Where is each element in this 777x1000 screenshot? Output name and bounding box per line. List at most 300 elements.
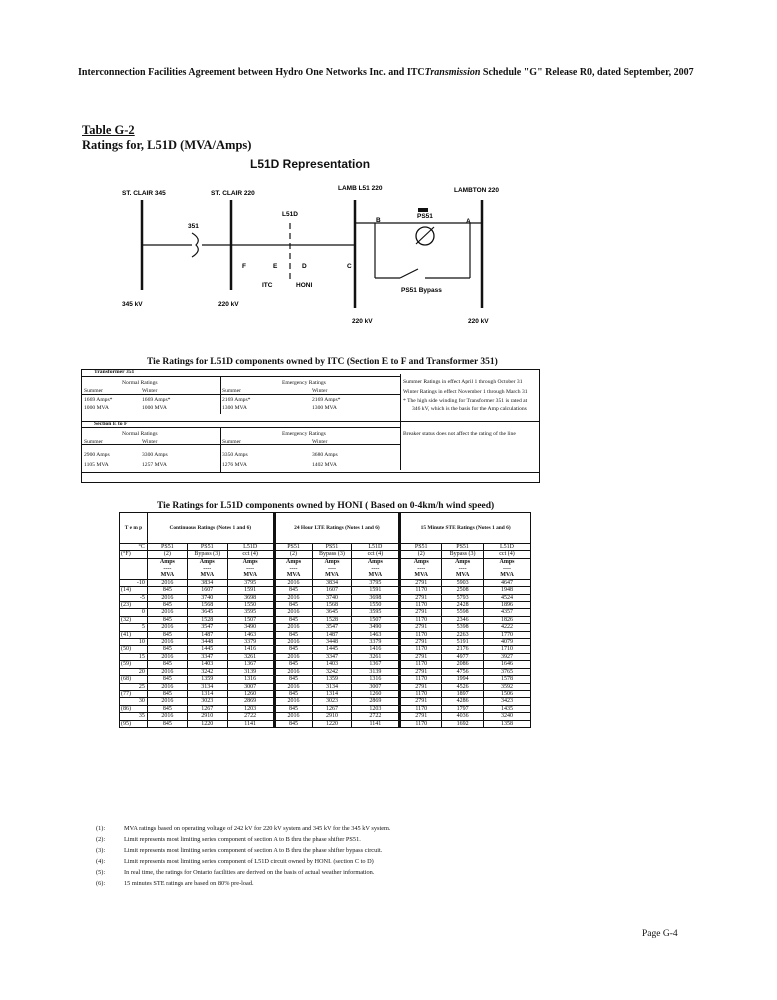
sub2-3: (2) (274, 551, 312, 558)
sec-n-summer-amps: 2900 Amps (84, 452, 110, 458)
mva-cell: 1578 (484, 676, 531, 683)
amps-cell: 2016 (274, 594, 312, 601)
tr-normal: Normal Ratings (122, 380, 158, 386)
amps-cell: 4222 (484, 624, 531, 631)
mva-cell: 845 (274, 720, 312, 727)
table-row (120, 587, 531, 594)
temp-c: -5 (120, 594, 148, 601)
header-text: Interconnection Facilities Agreement between Hydro One Networks Inc. and ITC (78, 67, 425, 78)
amps-cell: 2791 (400, 579, 442, 586)
mva-cell: 1359 (312, 676, 352, 683)
header-tail: Schedule "G" Release R0, dated September, 2007 (480, 67, 694, 78)
mva-cell: 845 (147, 705, 187, 712)
table-row (120, 661, 531, 668)
footnote-text: In real time, the ratings for Ontario facilities are derived on the basis of actual weather information. (124, 868, 375, 876)
mva-cell: 1141 (227, 720, 274, 727)
label-ps51: PS51 (417, 213, 433, 220)
temp-f: (14) (120, 587, 148, 594)
tr-e-summer-mva: 1300 MVA (222, 405, 247, 411)
unit-mva: MVA (414, 572, 428, 579)
honi-table-body (120, 513, 531, 728)
mva-cell: 1568 (187, 602, 227, 609)
temp-f: (86) (120, 705, 148, 712)
mva-cell: 1528 (187, 616, 227, 623)
amps-cell: 2016 (147, 579, 187, 586)
footnote-number: (2): (96, 835, 106, 843)
amps-cell: 3698 (352, 594, 400, 601)
amps-cell: 3240 (484, 713, 531, 720)
sec-n-winter: Winter (142, 439, 158, 445)
amps-cell: 2722 (352, 713, 400, 720)
tr-n-winter-amps: 1669 Amps* (142, 397, 171, 403)
mva-cell: 845 (147, 602, 187, 609)
unit-cell (400, 558, 442, 579)
table-row (120, 690, 531, 697)
sec-n-summer-mva: 1105 MVA (84, 462, 109, 468)
table-row (120, 646, 531, 653)
table-row (120, 602, 531, 609)
mva-cell: 1170 (400, 690, 442, 697)
amps-cell: 2869 (352, 698, 400, 705)
group-continuous: Continuous Ratings (Notes 1 and 6) (147, 513, 274, 544)
sub2-8: cct (4) (484, 551, 531, 558)
sub1-4: PS51 (312, 544, 352, 551)
label-220kv-st-clair: 220 kV (218, 301, 239, 308)
amps-cell: 3834 (187, 579, 227, 586)
units-spacer (120, 558, 148, 579)
amps-cell: 3698 (227, 594, 274, 601)
sub1-5: L51D (352, 544, 400, 551)
amps-cell: 2910 (187, 713, 227, 720)
mva-cell: 1367 (227, 661, 274, 668)
bypass-switch (400, 269, 418, 278)
label-220kv-lamb: 220 kV (352, 318, 373, 325)
temp-f: (95) (120, 720, 148, 727)
mva-cell: 1403 (312, 661, 352, 668)
mva-cell: 845 (147, 676, 187, 683)
sec-e-winter-mva: 1402 MVA (312, 462, 337, 468)
amps-cell: 3379 (352, 639, 400, 646)
amps-cell: 2016 (274, 609, 312, 616)
mva-cell: 1416 (227, 646, 274, 653)
unit-dash: ---- (458, 565, 467, 572)
unit-cell (484, 558, 531, 579)
amps-cell: 3795 (352, 579, 400, 586)
amps-cell: 3490 (227, 624, 274, 631)
table-title (82, 123, 251, 153)
amps-cell: 4524 (484, 594, 531, 601)
mva-cell: 845 (147, 646, 187, 653)
footnote-number: (4): (96, 857, 106, 865)
sec-n-winter-amps: 3300 Amps (142, 452, 168, 458)
footnote-text: MVA ratings based on operating voltage of 242 kV for 220 kV system and 345 kV for the 345 kV system. (124, 825, 391, 832)
tr-e-winter-mva: 1300 MVA (312, 405, 337, 411)
amps-cell: 3134 (187, 683, 227, 690)
mva-cell: 1260 (227, 690, 274, 697)
sub2-2: cct (4) (227, 551, 274, 558)
unit-mva: MVA (325, 572, 339, 579)
amps-cell: 3139 (227, 668, 274, 675)
tr-e-summer: Summer (222, 388, 241, 394)
amps-cell: 2016 (274, 653, 312, 660)
sub2-1: Bypass (3) (187, 551, 227, 558)
unit-dash: ---- (203, 565, 212, 572)
sec-n-summer: Summer (84, 439, 103, 445)
table-row (120, 624, 531, 631)
transformer-title: Transformer 351 (94, 369, 135, 375)
table-row (120, 609, 531, 616)
table-row (120, 713, 531, 720)
mva-cell: 845 (147, 616, 187, 623)
footnote (96, 879, 391, 890)
sub1-1: PS51 (187, 544, 227, 551)
unit-amps: Amps (367, 559, 383, 566)
sub2-0: (2) (147, 551, 187, 558)
mva-cell: 845 (274, 705, 312, 712)
amps-cell: 3927 (484, 653, 531, 660)
label-l51d: L51D (282, 211, 298, 218)
ps51-marker (418, 208, 428, 212)
amps-cell: 2722 (227, 713, 274, 720)
amps-cell: 2791 (400, 609, 442, 616)
mva-cell: 1367 (352, 661, 400, 668)
amps-cell: 2791 (400, 624, 442, 631)
mva-cell: 1568 (312, 602, 352, 609)
amps-cell: 3740 (187, 594, 227, 601)
amps-cell: 2016 (147, 639, 187, 646)
mva-cell: 1359 (187, 676, 227, 683)
sub1-2: L51D (227, 544, 274, 551)
mva-cell: 845 (147, 631, 187, 638)
page-number: Page G-4 (642, 929, 678, 939)
amps-cell: 2869 (227, 698, 274, 705)
amps-cell: 4526 (442, 683, 484, 690)
amps-cell: 2791 (400, 639, 442, 646)
label-351: 351 (188, 223, 199, 230)
amps-cell: 3007 (227, 683, 274, 690)
mva-cell: 1646 (484, 661, 531, 668)
mva-cell: 1170 (400, 676, 442, 683)
table-row (120, 594, 531, 601)
amps-cell: 5398 (442, 624, 484, 631)
tr-e-summer-amps: 2169 Amps* (222, 397, 251, 403)
unit-mva: MVA (286, 572, 301, 579)
table-row (120, 698, 531, 705)
label-lamb-l51-220: LAMB L51 220 (338, 185, 383, 192)
mva-cell: 1170 (400, 631, 442, 638)
unit-amps: Amps (159, 559, 175, 566)
table-row (120, 653, 531, 660)
temp-header: T e m p (120, 513, 148, 544)
amps-cell: 4286 (442, 698, 484, 705)
amps-cell: 3595 (227, 609, 274, 616)
sub2-7: Bypass (3) (442, 551, 484, 558)
unit-cell (312, 558, 352, 579)
mva-cell: 1416 (352, 646, 400, 653)
amps-cell: 3023 (187, 698, 227, 705)
honi-table-caption: Tie Ratings for L51D components owned by HONI ( Based on 0-4km/h wind speed) (157, 501, 495, 511)
mva-cell: 1170 (400, 616, 442, 623)
sub1-0: PS51 (147, 544, 187, 551)
unit-amps: Amps (455, 559, 471, 566)
amps-cell: 4647 (484, 579, 531, 586)
sub2-4: Bypass (3) (312, 551, 352, 558)
mva-cell: 1710 (484, 646, 531, 653)
tr-n-summer-mva: 1000 MVA (84, 405, 109, 411)
unit-mva: MVA (455, 572, 470, 579)
header-italic: Transmission (424, 67, 481, 78)
amps-cell: 2016 (274, 713, 312, 720)
temp-f: (77) (120, 690, 148, 697)
amps-cell: 2910 (312, 713, 352, 720)
label-ps51-bypass: PS51 Bypass (401, 287, 442, 294)
amps-cell: 4079 (484, 639, 531, 646)
unit-mva: MVA (368, 572, 383, 579)
tr-e-winter-amps: 2169 Amps* (312, 397, 341, 403)
mva-cell: 845 (147, 690, 187, 697)
tr-e-winter: Winter (312, 388, 328, 394)
footnote-text: Limit represents most limiting series component of section A to B thru the phase shifter bypass circuit. (124, 846, 383, 854)
mva-cell: 845 (274, 616, 312, 623)
table-row (120, 639, 531, 646)
footnote-number: (3): (96, 846, 106, 854)
amps-cell: 5903 (442, 579, 484, 586)
amps-cell: 2791 (400, 683, 442, 690)
sec-e-summer-mva: 1276 MVA (222, 462, 247, 468)
amps-cell: 3547 (187, 624, 227, 631)
t351-winding (192, 233, 198, 257)
mva-cell: 1607 (187, 587, 227, 594)
mva-cell: 1316 (227, 676, 274, 683)
single-line-diagram (100, 178, 540, 328)
mva-cell: 1267 (312, 705, 352, 712)
unit-amps: Amps (324, 559, 340, 566)
mva-cell: 1487 (187, 631, 227, 638)
amps-cell: 2791 (400, 653, 442, 660)
mva-cell: 1994 (442, 676, 484, 683)
mva-cell: 1403 (187, 661, 227, 668)
amps-cell: 2791 (400, 668, 442, 675)
footnote-text: Limit represents most limiting series component of L51D circuit owned by HONI. (section C to D) (124, 857, 374, 865)
amps-cell: 3490 (352, 624, 400, 631)
mva-cell: 2176 (442, 646, 484, 653)
table-row (120, 720, 531, 727)
mva-cell: 845 (274, 602, 312, 609)
amps-cell: 3645 (312, 609, 352, 616)
amps-cell: 3547 (312, 624, 352, 631)
mva-cell: 1948 (484, 587, 531, 594)
temp-f: (68) (120, 676, 148, 683)
amps-cell: 2016 (274, 579, 312, 586)
mva-cell: 1445 (187, 646, 227, 653)
units-row (120, 558, 531, 579)
sec-normal: Normal Ratings (122, 431, 158, 437)
sub2-5: cct (4) (352, 551, 400, 558)
label-honi: HONI (296, 282, 313, 289)
mva-cell: 1463 (352, 631, 400, 638)
table-row (120, 579, 531, 586)
amps-cell: 2791 (400, 698, 442, 705)
amps-cell: 3592 (484, 683, 531, 690)
amps-cell: 3448 (187, 639, 227, 646)
mva-cell: 845 (147, 661, 187, 668)
mva-cell: 1591 (352, 587, 400, 594)
amps-cell: 4977 (442, 653, 484, 660)
unit-dash: ---- (327, 565, 336, 572)
temp-c: 25 (120, 683, 148, 690)
label-st-clair-220: ST. CLAIR 220 (211, 190, 255, 197)
table-row (120, 616, 531, 623)
group-lte: 24 Hour LTE Ratings (Notes 1 and 6) (274, 513, 400, 544)
mva-cell: 1267 (187, 705, 227, 712)
mva-cell: 845 (274, 646, 312, 653)
unit-amps: Amps (499, 559, 515, 566)
mva-cell: 1487 (312, 631, 352, 638)
mva-cell: 1316 (352, 676, 400, 683)
sec-e-winter-amps: 3680 Amps (312, 452, 338, 458)
footnote (96, 868, 391, 879)
unit-dash: ---- (503, 565, 512, 572)
footnote-text: 15 minutes STE ratings are based on 80% pre-load. (124, 879, 254, 887)
amps-cell: 3740 (312, 594, 352, 601)
unit-mva: MVA (500, 572, 514, 579)
label-d: D (302, 263, 307, 270)
unit-cell (442, 558, 484, 579)
tr-note3: * The high side winding for Transformer 351 is rated at (403, 398, 528, 404)
tr-emergency: Emergency Ratings (282, 380, 326, 386)
mva-cell: 2263 (442, 631, 484, 638)
sub1-7: PS51 (442, 544, 484, 551)
amps-cell: 3795 (227, 579, 274, 586)
itc-table-caption: Tie Ratings for L51D components owned by ITC (Section E to F and Transformer 351) (147, 357, 498, 367)
mva-cell: 2428 (442, 602, 484, 609)
unit-cell (274, 558, 312, 579)
amps-cell: 3595 (352, 609, 400, 616)
sec-emergency: Emergency Ratings (282, 431, 326, 437)
unit-mva: MVA (160, 572, 175, 579)
mva-cell: 845 (274, 661, 312, 668)
amps-cell: 3448 (312, 639, 352, 646)
amps-cell: 3134 (312, 683, 352, 690)
label-220kv-lambton: 220 kV (468, 318, 489, 325)
mva-cell: 1435 (484, 705, 531, 712)
mva-cell: 1550 (227, 602, 274, 609)
temp-f: (59) (120, 661, 148, 668)
amps-cell: 3645 (187, 609, 227, 616)
footnote (96, 857, 391, 868)
diagram-title: L51D Representation (250, 157, 371, 171)
mva-cell: 845 (274, 631, 312, 638)
mva-cell: 1170 (400, 720, 442, 727)
amps-cell: 2791 (400, 713, 442, 720)
mva-cell: 1220 (187, 720, 227, 727)
mva-cell: 1314 (312, 690, 352, 697)
amps-cell: 2016 (274, 639, 312, 646)
mva-cell: 2086 (442, 661, 484, 668)
section-title: Section E to F (94, 421, 128, 427)
label-a: A (466, 218, 471, 225)
label-f: F (242, 263, 246, 270)
unit-cell (352, 558, 400, 579)
amps-cell: 2791 (400, 594, 442, 601)
mva-cell: 845 (274, 587, 312, 594)
amps-cell: 2016 (274, 624, 312, 631)
table-row (120, 676, 531, 683)
mva-cell: 1507 (227, 616, 274, 623)
mva-cell: 1770 (484, 631, 531, 638)
footnote-number: (5): (96, 868, 106, 876)
tr-n-winter-mva: 1000 MVA (142, 405, 167, 411)
amps-cell: 2016 (147, 594, 187, 601)
sub2-6: (2) (400, 551, 442, 558)
mva-cell: 845 (274, 676, 312, 683)
footnote-number: (6): (96, 879, 106, 887)
mva-cell: 1203 (227, 705, 274, 712)
mva-cell: 2346 (442, 616, 484, 623)
temp-c: 35 (120, 713, 148, 720)
mva-cell: 1170 (400, 587, 442, 594)
mva-cell: 2508 (442, 587, 484, 594)
amps-cell: 2016 (147, 713, 187, 720)
mva-cell: 1170 (400, 705, 442, 712)
amps-cell: 3139 (352, 668, 400, 675)
mva-cell: 1528 (312, 616, 352, 623)
amps-cell: 4357 (484, 609, 531, 616)
unit-amps: Amps (199, 559, 215, 566)
amps-cell: 3423 (484, 698, 531, 705)
mva-cell: 845 (274, 690, 312, 697)
amps-cell: 3242 (187, 668, 227, 675)
mva-cell: 1507 (352, 616, 400, 623)
tr-note2: Winter Ratings in effect November 1 through March 31 (403, 389, 528, 395)
amps-cell: 3007 (352, 683, 400, 690)
amps-cell: 3242 (312, 668, 352, 675)
amps-cell: 5191 (442, 639, 484, 646)
tr-note4: 346 kV, which is the basis for the Amp calculations (412, 406, 527, 412)
temp-c: 0 (120, 609, 148, 616)
label-b: B (376, 217, 381, 224)
sub1-6: PS51 (400, 544, 442, 551)
mva-cell: 1897 (442, 690, 484, 697)
tr-n-summer: Summer (84, 388, 103, 394)
tr-note1: Summer Ratings in effect April 1 through October 31 (403, 379, 523, 385)
amps-cell: 3834 (312, 579, 352, 586)
sec-e-summer-amps: 3350 Amps (222, 452, 248, 458)
table-row (120, 705, 531, 712)
sec-e-winter: Winter (312, 439, 328, 445)
footnote-text: Limit represents most limiting series component of section A to B thru the phase shifter PS51. (124, 835, 361, 843)
label-st-clair-345: ST. CLAIR 345 (122, 190, 166, 197)
mva-cell: 1358 (484, 720, 531, 727)
temp-f: (41) (120, 631, 148, 638)
footnote (96, 846, 391, 857)
amps-cell: 2016 (147, 609, 187, 616)
unit-dash: ---- (417, 565, 426, 572)
footnote (96, 835, 391, 846)
mva-cell: 1170 (400, 646, 442, 653)
amps-cell: 2016 (274, 698, 312, 705)
mva-cell: 845 (147, 720, 187, 727)
mva-cell: 1550 (352, 602, 400, 609)
table-row (120, 631, 531, 638)
footnotes (96, 824, 391, 889)
unit-cell (227, 558, 274, 579)
temp-c: 15 (120, 653, 148, 660)
label-lambton-220: LAMBTON 220 (454, 187, 500, 194)
amps-cell: 3347 (187, 653, 227, 660)
document-header (78, 67, 694, 78)
mva-cell: 1607 (312, 587, 352, 594)
